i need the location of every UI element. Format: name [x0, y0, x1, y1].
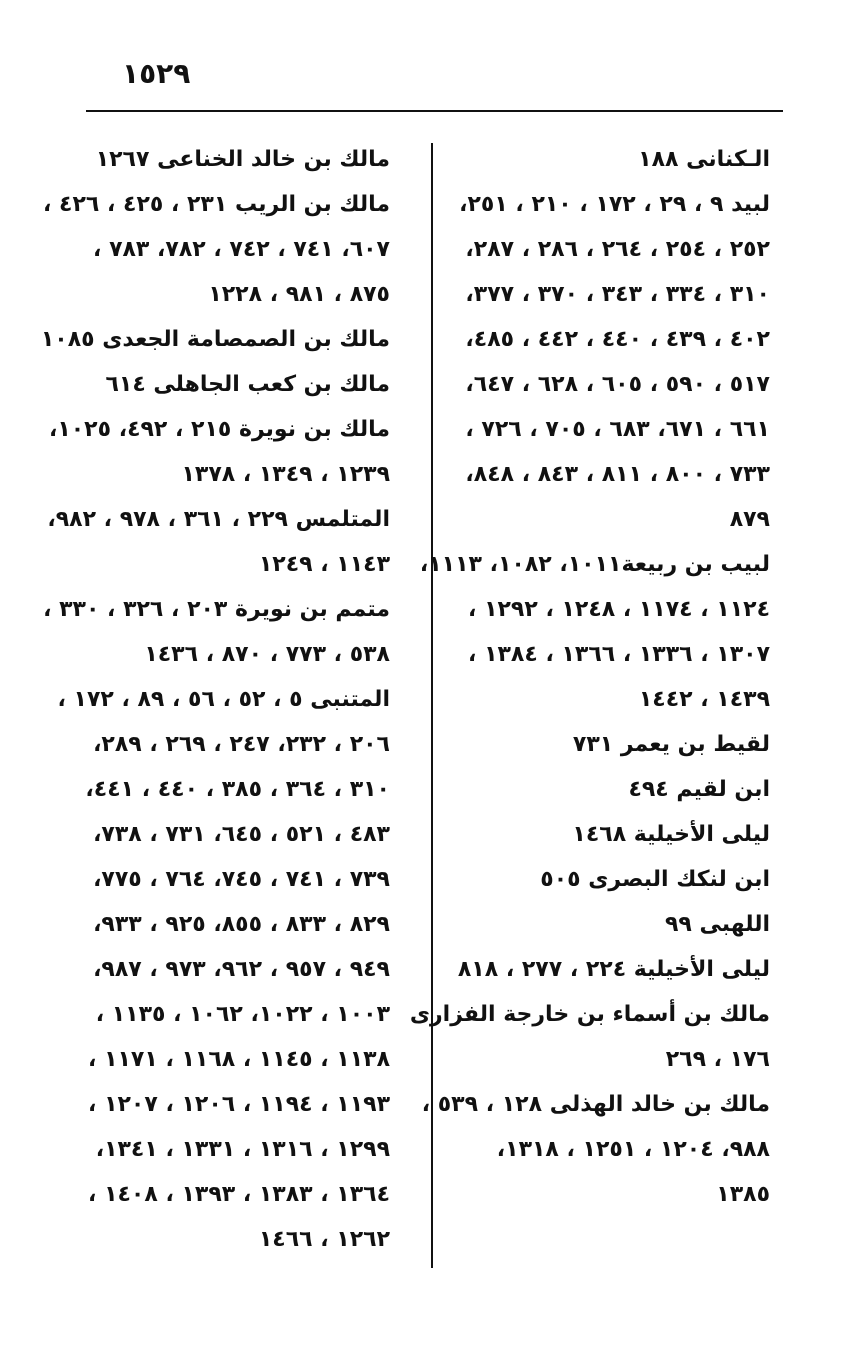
index-line: ٨٧٥ ، ٩٨١ ، ١٢٢٨: [208, 282, 390, 307]
index-line: ١١٤٣ ، ١٢٤٩: [258, 552, 390, 577]
index-line: ٩٨٨، ١٢٠٤ ، ١٢٥١ ، ١٣١٨،: [496, 1137, 770, 1162]
index-line: ليلى الأخيلية ١٤٦٨: [572, 822, 770, 847]
index-line: ٤٨٣ ، ٥٢١ ، ٦٤٥، ٧٣١ ، ٧٣٨،: [93, 822, 390, 847]
index-line: ٧٣٣ ، ٨٠٠ ، ٨١١ ، ٨٤٣ ، ٨٤٨،: [465, 462, 770, 487]
index-line: المتنبى ٥ ، ٥٢ ، ٥٦ ، ٨٩ ، ١٧٢ ،: [57, 687, 390, 712]
index-line: مالك بن الصمصامة الجعدى ١٠٨٥: [40, 327, 390, 352]
index-line: ١٢٩٩ ، ١٣١٦ ، ١٣٣١ ، ١٣٤١،: [95, 1137, 390, 1162]
index-line: ٦٦١ ، ٦٧١، ٦٨٣ ، ٧٠٥ ، ٧٢٦ ،: [465, 417, 770, 442]
index-line: مالك بن الريب ٢٣١ ، ٤٢٥ ، ٤٢٦ ،: [43, 192, 390, 217]
index-line: اللهبى ٩٩: [664, 912, 770, 937]
index-line: ابن لقيم ٤٩٤: [628, 777, 770, 802]
index-line: ١١٢٤ ، ١١٧٤ ، ١٢٤٨ ، ١٢٩٢ ،: [468, 597, 770, 622]
index-line: ١٢٦٢ ، ١٤٦٦: [258, 1227, 390, 1252]
index-line: مالك بن خالد الخناعى ١٢٦٧: [95, 147, 390, 172]
index-line: مالك بن كعب الجاهلى ٦١٤: [105, 372, 390, 397]
index-line: مالك بن أسماء بن خارجة الفزارى: [409, 1002, 770, 1027]
index-line: ٢٠٦ ، ٢٣٢، ٢٤٧ ، ٢٦٩ ، ٢٨٩،: [93, 732, 390, 757]
index-line: ١٤٣٩ ، ١٤٤٢: [638, 687, 770, 712]
index-line: الـكنانى ١٨٨: [638, 147, 770, 172]
index-line: ٥٣٨ ، ٧٧٣ ، ٨٧٠ ، ١٤٣٦: [144, 642, 390, 667]
index-column-left: [40, 137, 390, 1262]
index-line: ١١٣٨ ، ١١٤٥ ، ١١٦٨ ، ١١٧١ ،: [88, 1047, 390, 1072]
page-number: ١٥٢٩: [122, 57, 191, 90]
index-line: ٤٠٢ ، ٤٣٩ ، ٤٤٠ ، ٤٤٢ ، ٤٨٥،: [465, 327, 770, 352]
index-line: ٧٣٩ ، ٧٤١ ، ٧٤٥، ٧٦٤ ، ٧٧٥،: [93, 867, 390, 892]
header-rule: [86, 110, 783, 112]
index-column-right: [409, 137, 770, 1217]
index-line: ١٣٨٥: [716, 1182, 770, 1207]
index-line: ٣١٠ ، ٣٦٤ ، ٣٨٥ ، ٤٤٠ ، ٤٤١،: [85, 777, 390, 802]
index-line: ليلى الأخيلية ٢٢٤ ، ٢٧٧ ، ٨١٨: [457, 957, 770, 982]
index-line: ٦٠٧، ٧٤١ ، ٧٤٢ ، ٧٨٢، ٧٨٣ ،: [93, 237, 390, 262]
index-line: لبيد ٩ ، ٢٩ ، ١٧٢ ، ٢١٠ ، ٢٥١،: [459, 192, 770, 217]
index-line: ٨٧٩: [729, 507, 770, 532]
index-line: ١١٩٣ ، ١١٩٤ ، ١٢٠٦ ، ١٢٠٧ ،: [88, 1092, 390, 1117]
index-line: ١٢٣٩ ، ١٣٤٩ ، ١٣٧٨: [181, 462, 390, 487]
index-line: ٥١٧ ، ٥٩٠ ، ٦٠٥ ، ٦٢٨ ، ٦٤٧،: [465, 372, 770, 397]
index-line: ٣١٠ ، ٣٣٤ ، ٣٤٣ ، ٣٧٠ ، ٣٧٧،: [465, 282, 770, 307]
index-line: ابن لنكك البصرى ٥٠٥: [540, 867, 770, 892]
index-line: مالك بن خالد الهذلى ١٢٨ ، ٥٣٩ ،: [421, 1092, 770, 1117]
index-line: ٨٢٩ ، ٨٣٣ ، ٨٥٥، ٩٢٥ ، ٩٣٣،: [93, 912, 390, 937]
index-line: ١٧٦ ، ٢٦٩: [665, 1047, 770, 1072]
index-line: ١٣٦٤ ، ١٣٨٣ ، ١٣٩٣ ، ١٤٠٨ ،: [88, 1182, 390, 1207]
index-line: لبيب بن ربيعة١٠١١، ١٠٨٢، ١١١٣،: [419, 552, 770, 577]
index-line: متمم بن نويرة ٢٠٣ ، ٣٢٦ ، ٣٣٠ ،: [43, 597, 390, 622]
index-line: ١٠٠٣ ، ١٠٢٢، ١٠٦٢ ، ١١٣٥ ،: [95, 1002, 390, 1027]
index-line: ٩٤٩ ، ٩٥٧ ، ٩٦٢، ٩٧٣ ، ٩٨٧،: [93, 957, 390, 982]
index-line: المتلمس ٢٢٩ ، ٣٦١ ، ٩٧٨ ، ٩٨٢،: [47, 507, 390, 532]
index-line: مالك بن نويرة ٢١٥ ، ٤٩٢، ١٠٢٥،: [48, 417, 390, 442]
index-line: لقيط بن يعمر ٧٣١: [572, 732, 770, 757]
index-line: ٢٥٢ ، ٢٥٤ ، ٢٦٤ ، ٢٨٦ ، ٢٨٧،: [465, 237, 770, 262]
index-line: ١٣٠٧ ، ١٣٣٦ ، ١٣٦٦ ، ١٣٨٤ ،: [468, 642, 770, 667]
